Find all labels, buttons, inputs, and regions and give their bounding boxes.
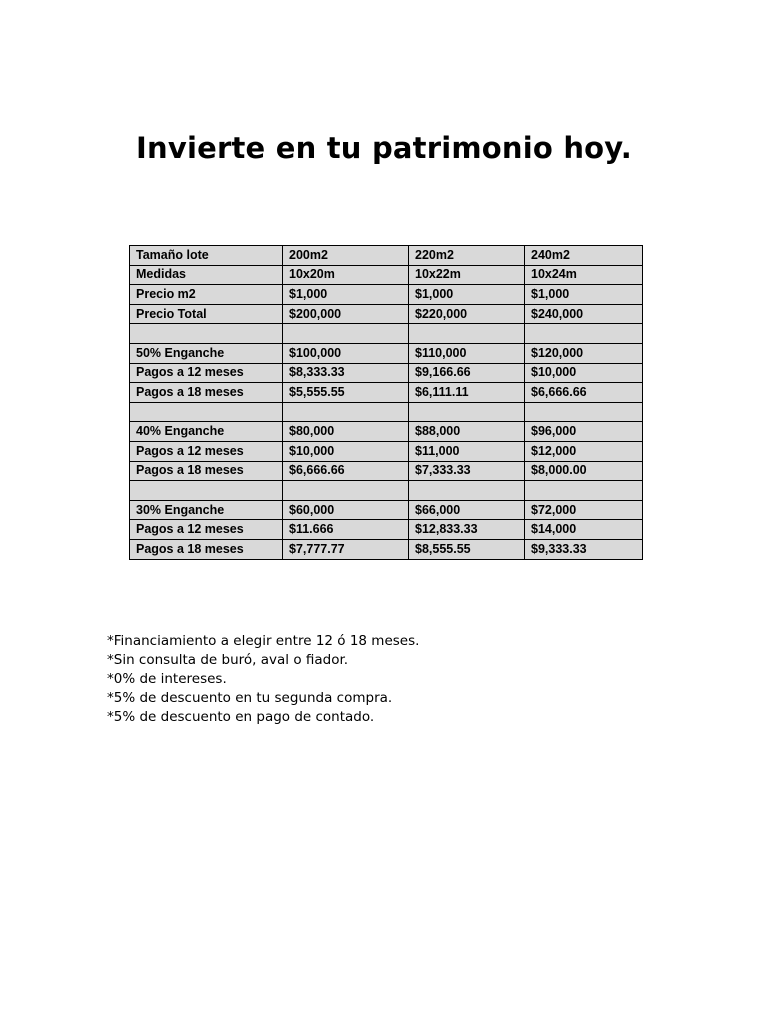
table-cell: $240,000: [525, 304, 643, 324]
note-item: *5% de descuento en tu segunda compra.: [107, 690, 393, 706]
table-cell: $110,000: [409, 343, 525, 363]
row-label-cell: [130, 402, 283, 422]
row-label-cell: 40% Enganche: [130, 422, 283, 442]
table-cell: $88,000: [409, 422, 525, 442]
table-cell: [409, 481, 525, 501]
table-cell: [525, 481, 643, 501]
table-row: [130, 481, 643, 501]
table-row: [130, 441, 643, 461]
table-cell: [283, 481, 409, 501]
table-cell: $1,000: [409, 285, 525, 305]
table-cell: $80,000: [283, 422, 409, 442]
pricing-table: [129, 245, 643, 560]
row-label-cell: 30% Enganche: [130, 500, 283, 520]
table-cell: [283, 324, 409, 344]
table-row: [130, 246, 643, 266]
row-label-cell: [130, 481, 283, 501]
row-label-cell: 50% Enganche: [130, 343, 283, 363]
table-row: [130, 500, 643, 520]
table-cell: [525, 324, 643, 344]
row-label-cell: Pagos a 18 meses: [130, 539, 283, 559]
table-cell: $7,333.33: [409, 461, 525, 481]
pricing-table-body: [130, 246, 643, 560]
table-row: [130, 304, 643, 324]
table-cell: $8,555.55: [409, 539, 525, 559]
table-cell: $72,000: [525, 500, 643, 520]
table-cell: $200,000: [283, 304, 409, 324]
row-label-cell: [130, 324, 283, 344]
table-cell: $8,000.00: [525, 461, 643, 481]
table-cell: $6,666.66: [525, 383, 643, 403]
table-cell: $11.666: [283, 520, 409, 540]
table-cell: [409, 324, 525, 344]
table-cell: [525, 402, 643, 422]
table-cell: $9,166.66: [409, 363, 525, 383]
row-label-cell: Pagos a 12 meses: [130, 520, 283, 540]
table-cell: $10,000: [283, 441, 409, 461]
table-cell: 220m2: [409, 246, 525, 266]
table-row: [130, 422, 643, 442]
row-label-cell: Pagos a 12 meses: [130, 441, 283, 461]
row-label-cell: Pagos a 12 meses: [130, 363, 283, 383]
note-item: *Sin consulta de buró, aval o fiador.: [107, 652, 349, 668]
table-cell: $12,000: [525, 441, 643, 461]
table-row: [130, 520, 643, 540]
row-label-cell: Medidas: [130, 265, 283, 285]
table-row: [130, 363, 643, 383]
table-cell: $10,000: [525, 363, 643, 383]
table-cell: $220,000: [409, 304, 525, 324]
row-label-cell: Tamaño lote: [130, 246, 283, 266]
table-cell: $120,000: [525, 343, 643, 363]
table-cell: $100,000: [283, 343, 409, 363]
table-cell: $6,666.66: [283, 461, 409, 481]
table-row: [130, 265, 643, 285]
table-cell: [283, 402, 409, 422]
table-row: [130, 285, 643, 305]
row-label-cell: Pagos a 18 meses: [130, 383, 283, 403]
row-label-cell: Pagos a 18 meses: [130, 461, 283, 481]
table-row: [130, 539, 643, 559]
note-item: *5% de descuento en pago de contado.: [107, 709, 375, 725]
table-cell: $14,000: [525, 520, 643, 540]
table-cell: $66,000: [409, 500, 525, 520]
table-row: [130, 324, 643, 344]
table-cell: 200m2: [283, 246, 409, 266]
row-label-cell: Precio Total: [130, 304, 283, 324]
notes-list: [107, 632, 667, 727]
table-cell: 10x20m: [283, 265, 409, 285]
note-item: *0% de intereses.: [107, 671, 227, 687]
table-cell: 10x22m: [409, 265, 525, 285]
table-cell: $11,000: [409, 441, 525, 461]
table-row: [130, 343, 643, 363]
table-cell: 10x24m: [525, 265, 643, 285]
table-cell: $96,000: [525, 422, 643, 442]
table-cell: $1,000: [283, 285, 409, 305]
table-row: [130, 402, 643, 422]
table-cell: $6,111.11: [409, 383, 525, 403]
note-item: *Financiamiento a elegir entre 12 ó 18 meses.: [107, 633, 420, 649]
table-cell: $12,833.33: [409, 520, 525, 540]
table-cell: $8,333.33: [283, 363, 409, 383]
table-row: [130, 383, 643, 403]
table-cell: $60,000: [283, 500, 409, 520]
table-cell: [409, 402, 525, 422]
table-cell: $5,555.55: [283, 383, 409, 403]
page-title: Invierte en tu patrimonio hoy.: [136, 131, 632, 165]
row-label-cell: Precio m2: [130, 285, 283, 305]
table-cell: 240m2: [525, 246, 643, 266]
table-cell: $1,000: [525, 285, 643, 305]
table-cell: $7,777.77: [283, 539, 409, 559]
table-row: [130, 461, 643, 481]
table-cell: $9,333.33: [525, 539, 643, 559]
